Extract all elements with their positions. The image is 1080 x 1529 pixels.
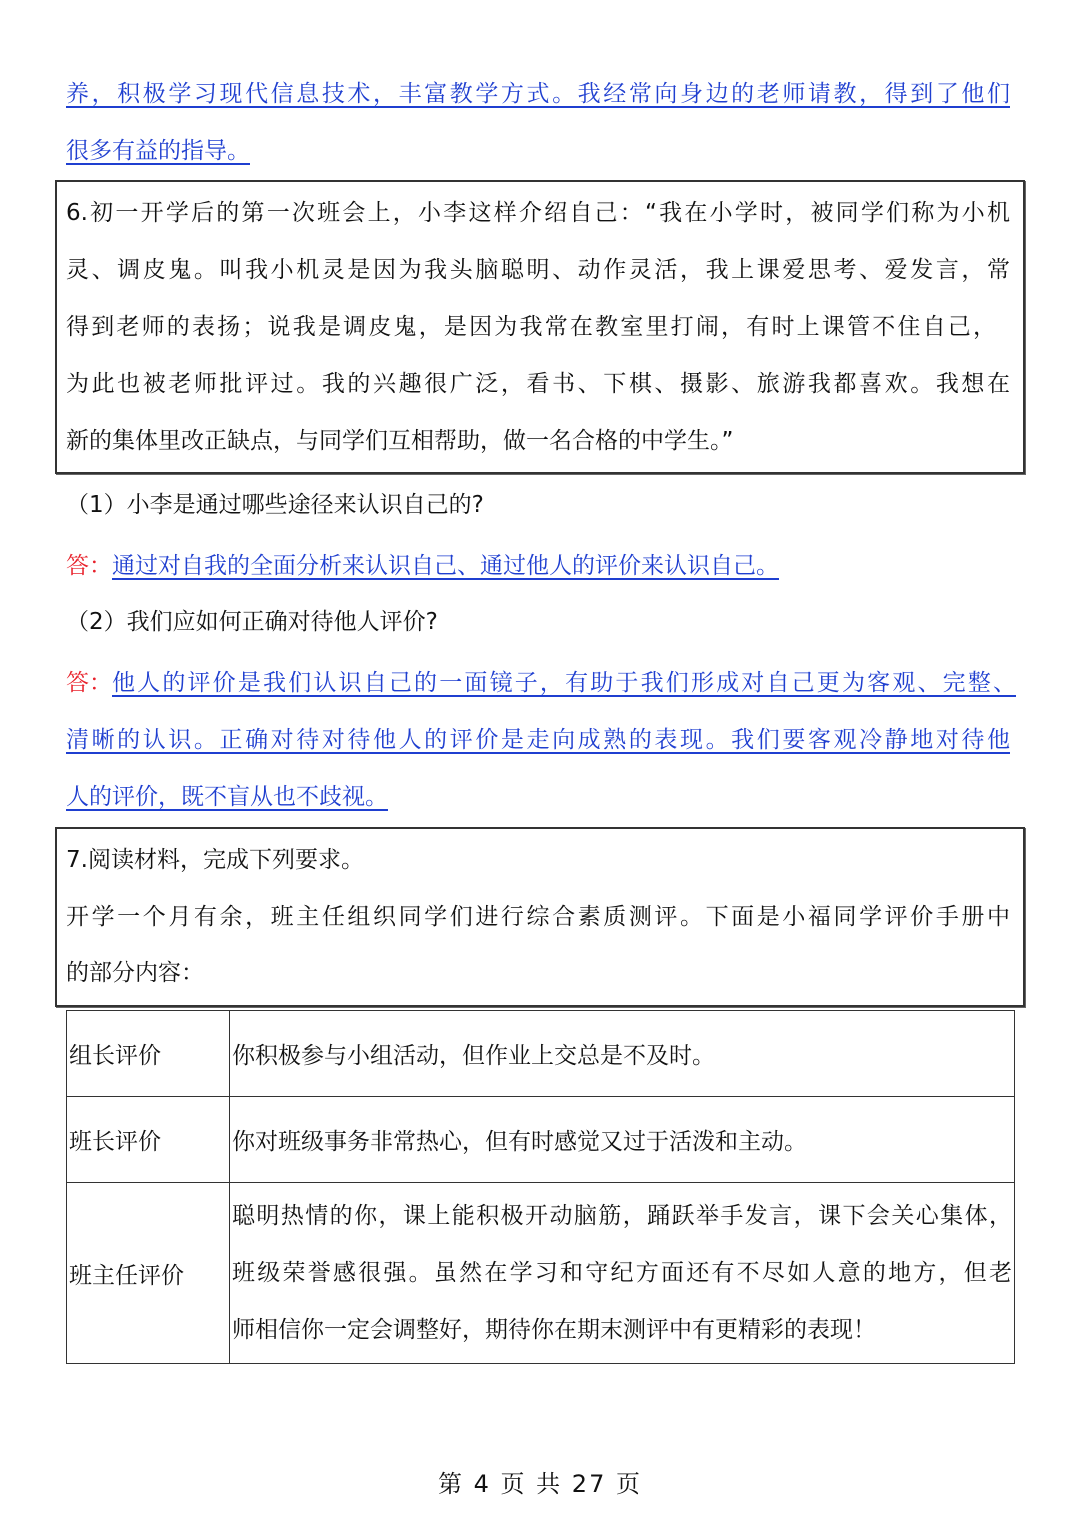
answer-label: 答：: [66, 670, 112, 696]
row-text: 你积极参与小组活动，但作业上交总是不及时。: [230, 1011, 1015, 1097]
row-text: 你对班级事务非常热心，但有时感觉又过于活泼和主动。: [230, 1097, 1015, 1183]
table-row: [67, 1183, 1015, 1364]
material-line: 灵、调皮鬼。叫我小机灵是因为我头脑聪明、动作灵活，我上课爱思考、爱发言，常: [66, 257, 1010, 283]
evaluation-table: [66, 1010, 1015, 1364]
row-text-line: 聪明热情的你，课上能积极开动脑筋，踊跃举手发言，课下会关心集体，: [232, 1202, 1012, 1229]
table-row: [67, 1097, 1015, 1183]
row-text-line: 班级荣誉感很强。虽然在学习和守纪方面还有不尽如人意的地方，但老: [232, 1259, 1012, 1286]
material-line: 6.初一开学后的第一次班会上，小李这样介绍自己：“我在小学时，被同学们称为小机: [66, 200, 1010, 226]
answer-text: 他人的评价是我们认识自己的一面镜子，有助于我们形成对自己更为客观、完整、: [112, 670, 1016, 696]
material-line: 为此也被老师批评过。我的兴趣很广泛，看书、下棋、摄影、旅游我都喜欢。我想在: [66, 371, 1010, 397]
material-line: 7.阅读材料，完成下列要求。: [66, 847, 364, 873]
sub-question-2: （2）我们应如何正确对待他人评价?: [66, 609, 438, 635]
answer-text-line: 养，积极学习现代信息技术，丰富教学方式。我经常向身边的老师请教，得到了他们: [66, 81, 1010, 107]
sub-question-1: （1）小李是通过哪些途径来认识自己的?: [66, 492, 484, 518]
answer-text-line: 清晰的认识。正确对待对待他人的评价是走向成熟的表现。我们要客观冷静地对待他: [66, 727, 1010, 753]
row-text: [230, 1183, 1015, 1364]
answer-label: 答：: [66, 553, 112, 579]
material-line: 新的集体里改正缺点，与同学们互相帮助，做一名合格的中学生。”: [66, 428, 734, 454]
material-line: 的部分内容：: [66, 960, 204, 986]
material-line: 得到老师的表扬；说我是调皮鬼，是因为我常在教室里打闹，有时上课管不住自己，: [66, 314, 996, 340]
answer-text-line: 很多有益的指导。: [66, 138, 250, 164]
row-text-line: 师相信你一定会调整好，期待你在期末测评中有更精彩的表现！: [232, 1316, 876, 1343]
row-label: 班主任评价: [67, 1183, 230, 1364]
answer-text-line: 人的评价，既不盲从也不歧视。: [66, 784, 388, 810]
answer-2: [66, 668, 1016, 698]
row-label: 组长评价: [67, 1011, 230, 1097]
row-label: 班长评价: [67, 1097, 230, 1183]
material-line: 开学一个月有余，班主任组织同学们进行综合素质测评。下面是小福同学评价手册中: [66, 904, 1010, 930]
table-row: [67, 1011, 1015, 1097]
answer-1: [66, 551, 779, 581]
page-footer: 第 4 页 共 27 页: [438, 1470, 642, 1498]
answer-text: 通过对自我的全面分析来认识自己、通过他人的评价来认识自己。: [112, 553, 779, 579]
